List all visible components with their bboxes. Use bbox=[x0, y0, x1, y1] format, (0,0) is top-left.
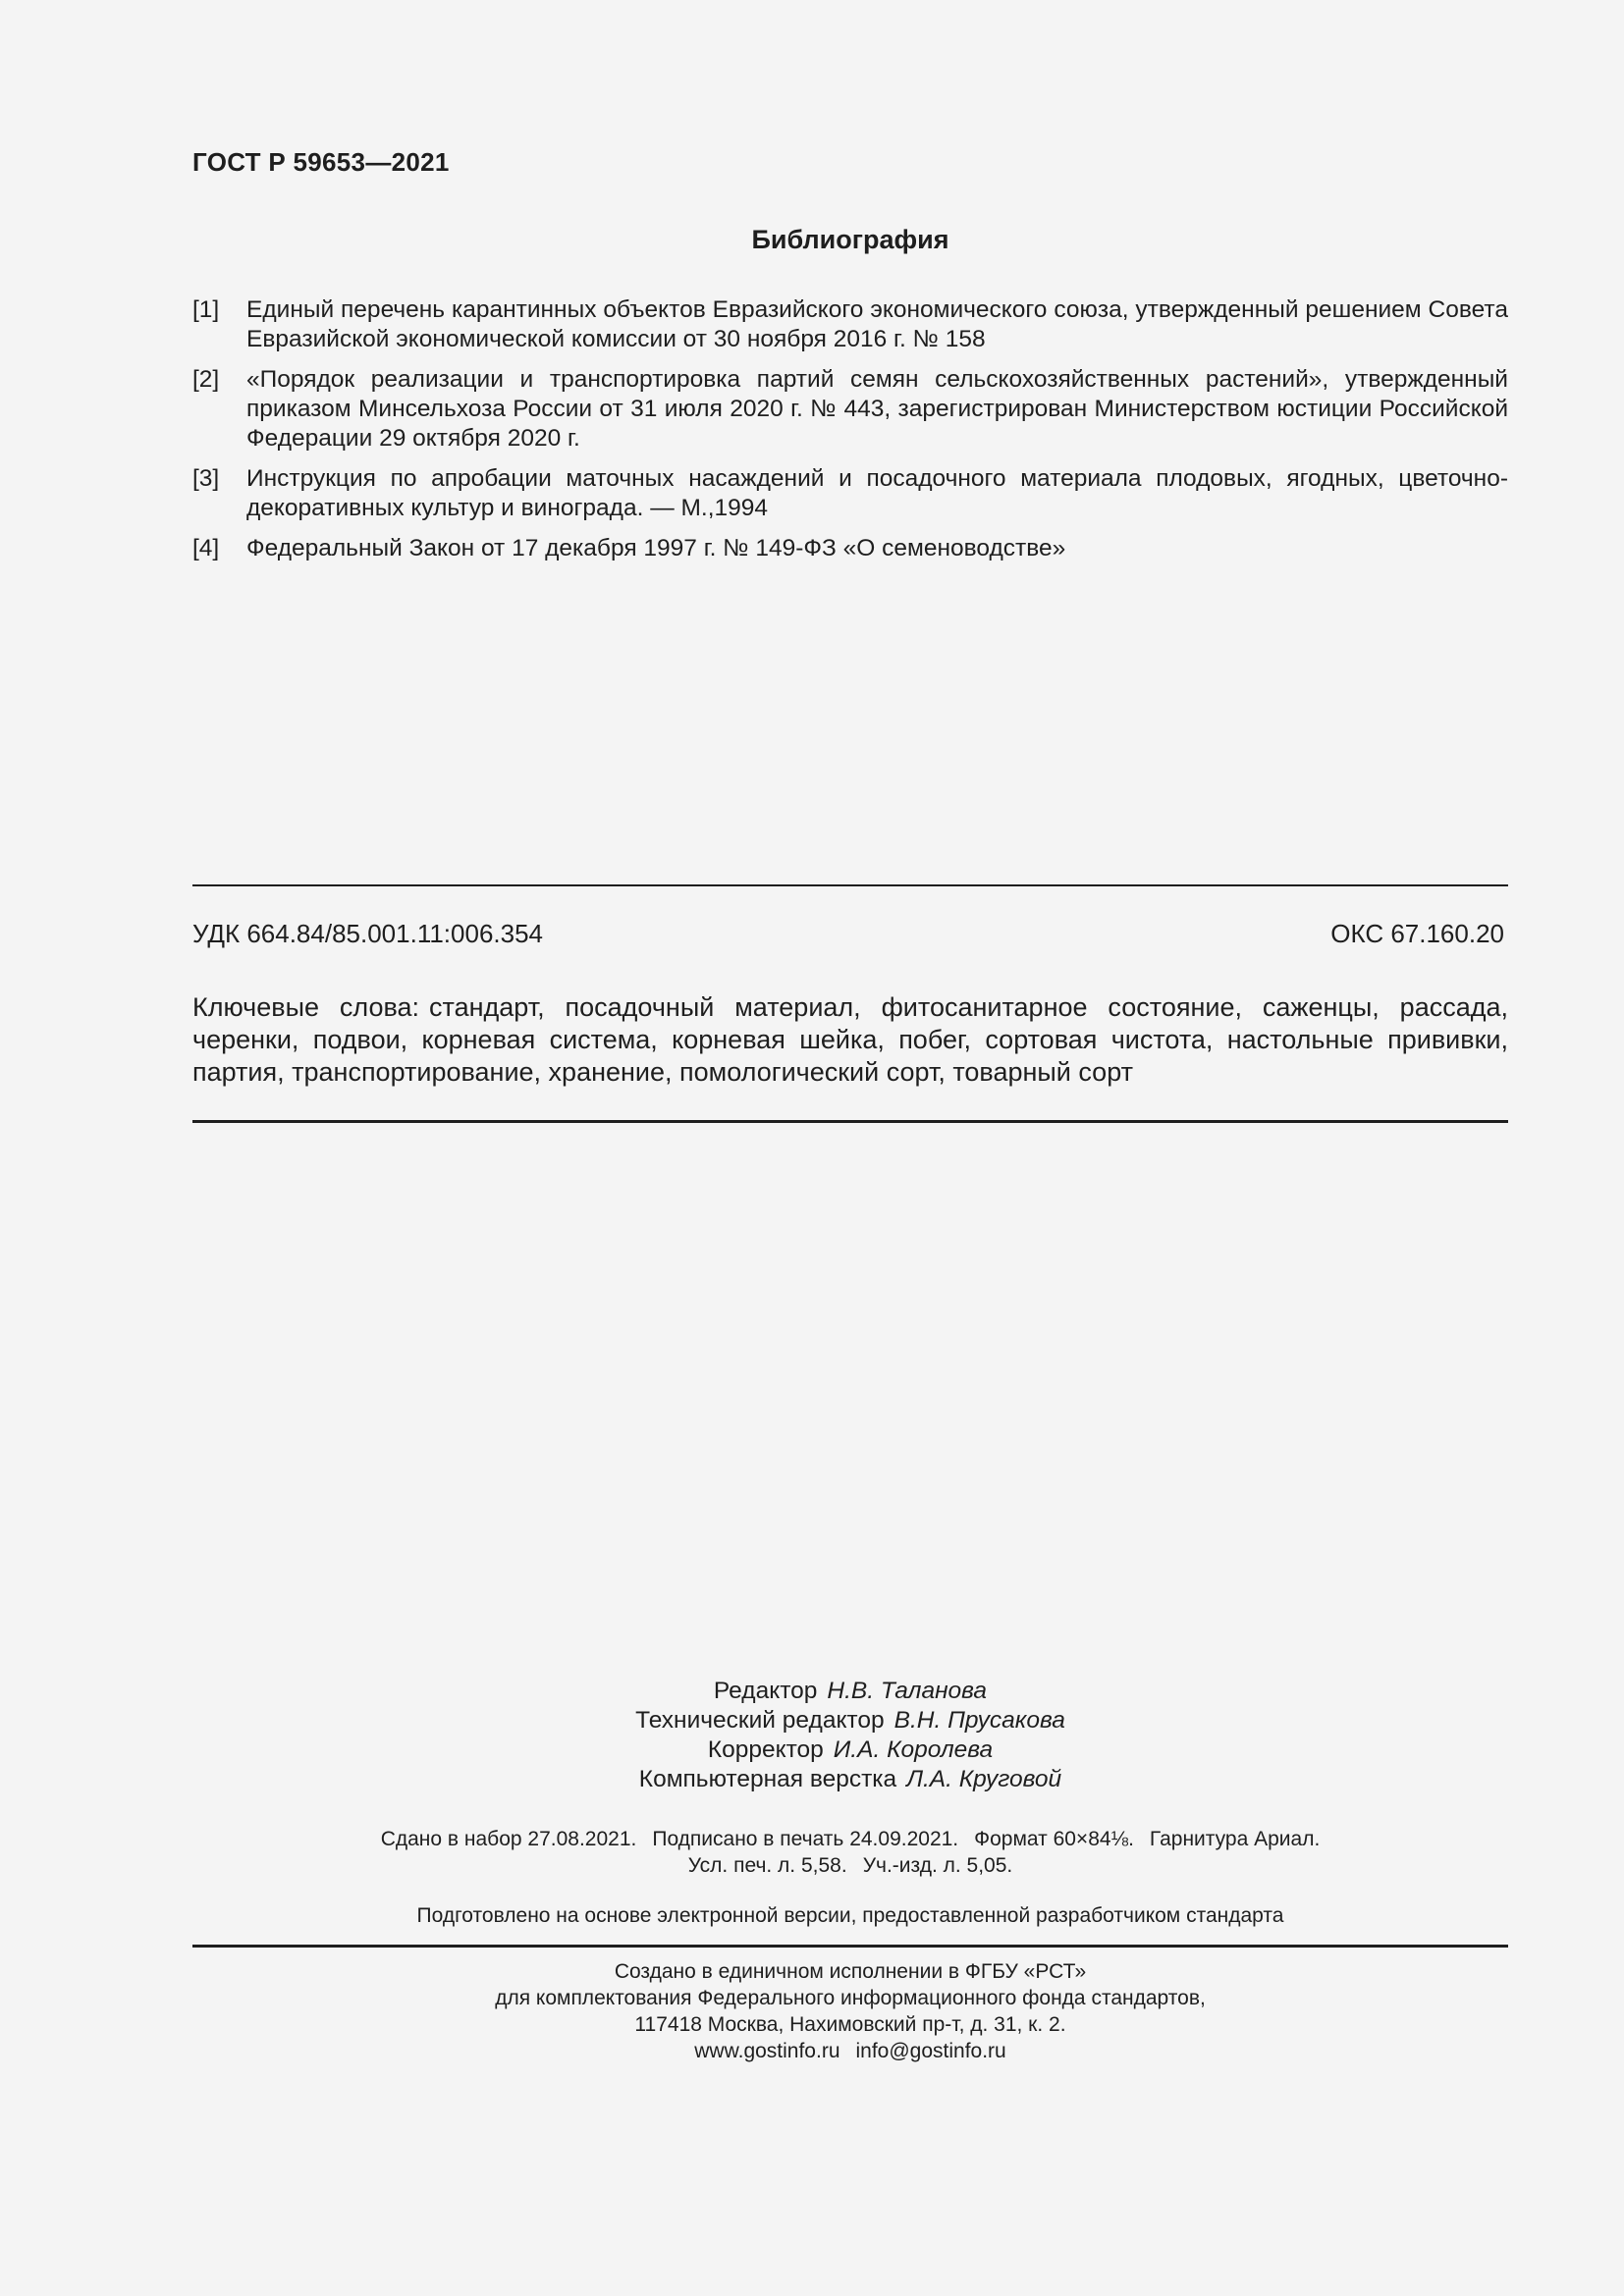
oks-code: ОКС 67.160.20 bbox=[1330, 919, 1504, 948]
bibliography-item bbox=[192, 534, 1508, 563]
divider-top bbox=[192, 884, 1508, 886]
footer-line-3: 117418 Москва, Нахимовский пр-т, д. 31, к. 2. bbox=[634, 2013, 1066, 2036]
imprint-edition-sheets: Уч.-изд. л. 5,05. bbox=[862, 1854, 1013, 1877]
credit-role: Компьютерная верстка bbox=[638, 1766, 897, 1792]
credit-line bbox=[192, 1735, 1508, 1765]
divider-bottom bbox=[192, 1945, 1508, 1948]
email-link[interactable]: info@gostinfo.ru bbox=[855, 2040, 1006, 2062]
bibliography-item bbox=[192, 365, 1508, 454]
bibliography-list bbox=[192, 295, 1508, 574]
keywords-text: стандарт, посадочный материал, фитосанитарное состояние, саженцы, рассада, черенки, подвои, корневая система, корневая шейка, побег, сортовая чистота, настольные прививки, партия, транспортирование, хранение, помологический сорт, товарный сорт bbox=[192, 992, 1508, 1087]
bibliography-item bbox=[192, 295, 1508, 354]
credits-block bbox=[192, 1677, 1508, 1794]
footer-contacts bbox=[192, 2038, 1508, 2064]
bibliography-text: «Порядок реализации и транспортировка партий семян сельскохозяйственных растений», утвержденный приказом Минсельхоза России от 31 июля 2020 г. № 443, зарегистрирован Министерством юстиции Российской Федерации 29 октября 2020 г. bbox=[246, 366, 1508, 452]
credit-name: Н.В. Таланова bbox=[827, 1678, 988, 1704]
website-link[interactable]: www.gostinfo.ru bbox=[694, 2040, 840, 2062]
keywords-block bbox=[192, 991, 1508, 1089]
standard-code: ГОСТ Р 59653—2021 bbox=[192, 147, 450, 177]
credit-name: Л.А. Круговой bbox=[906, 1766, 1062, 1792]
bibliography-number: [3] bbox=[192, 465, 220, 492]
credit-line bbox=[192, 1677, 1508, 1706]
credit-line bbox=[192, 1706, 1508, 1735]
footer-line-2: для комплектования Федерального информационного фонда стандартов, bbox=[495, 1987, 1206, 2009]
footer-block bbox=[192, 1958, 1508, 2064]
prepared-note: Подготовлено на основе электронной версии, предоставленной разработчиком стандарта bbox=[416, 1904, 1284, 1927]
imprint-line-1 bbox=[192, 1826, 1508, 1852]
credit-line bbox=[192, 1765, 1508, 1794]
bibliography-number: [2] bbox=[192, 366, 220, 393]
imprint-submitted: Сдано в набор 27.08.2021. bbox=[380, 1828, 637, 1850]
imprint-line-2 bbox=[192, 1852, 1508, 1879]
credit-role: Корректор bbox=[707, 1736, 824, 1763]
bibliography-text: Единый перечень карантинных объектов Евразийского экономического союза, утвержденный решением Совета Евразийской экономической комиссии от 30 ноября 2016 г. № 158 bbox=[246, 296, 1508, 352]
bibliography-text: Федеральный Закон от 17 декабря 1997 г. № 149-ФЗ «О семеноводстве» bbox=[246, 535, 1066, 561]
divider-middle bbox=[192, 1120, 1508, 1123]
bibliography-number: [1] bbox=[192, 296, 220, 323]
credit-name: И.А. Королева bbox=[833, 1736, 994, 1763]
imprint-block bbox=[192, 1826, 1508, 1879]
imprint-format: Формат 60×84⅛. bbox=[974, 1828, 1134, 1850]
credit-role: Технический редактор bbox=[635, 1707, 885, 1734]
credit-role: Редактор bbox=[713, 1678, 818, 1704]
bibliography-item bbox=[192, 464, 1508, 523]
footer-line-1: Создано в единичном исполнении в ФГБУ «РСТ» bbox=[614, 1960, 1087, 1983]
imprint-typeface: Гарнитура Ариал. bbox=[1149, 1828, 1321, 1850]
bibliography-title: Библиография bbox=[751, 225, 949, 254]
keywords-label: Ключевые слова: bbox=[192, 992, 420, 1022]
bibliography-text: Инструкция по апробации маточных насаждений и посадочного материала плодовых, ягодных, цветочно-декоративных культур и винограда. — М.,1994 bbox=[246, 465, 1508, 521]
udk-code: УДК 664.84/85.001.11:006.354 bbox=[192, 919, 544, 948]
credit-name: В.Н. Прусакова bbox=[893, 1707, 1065, 1734]
bibliography-number: [4] bbox=[192, 535, 220, 561]
imprint-signed: Подписано в печать 24.09.2021. bbox=[652, 1828, 959, 1850]
imprint-print-sheets: Усл. печ. л. 5,58. bbox=[687, 1854, 847, 1877]
